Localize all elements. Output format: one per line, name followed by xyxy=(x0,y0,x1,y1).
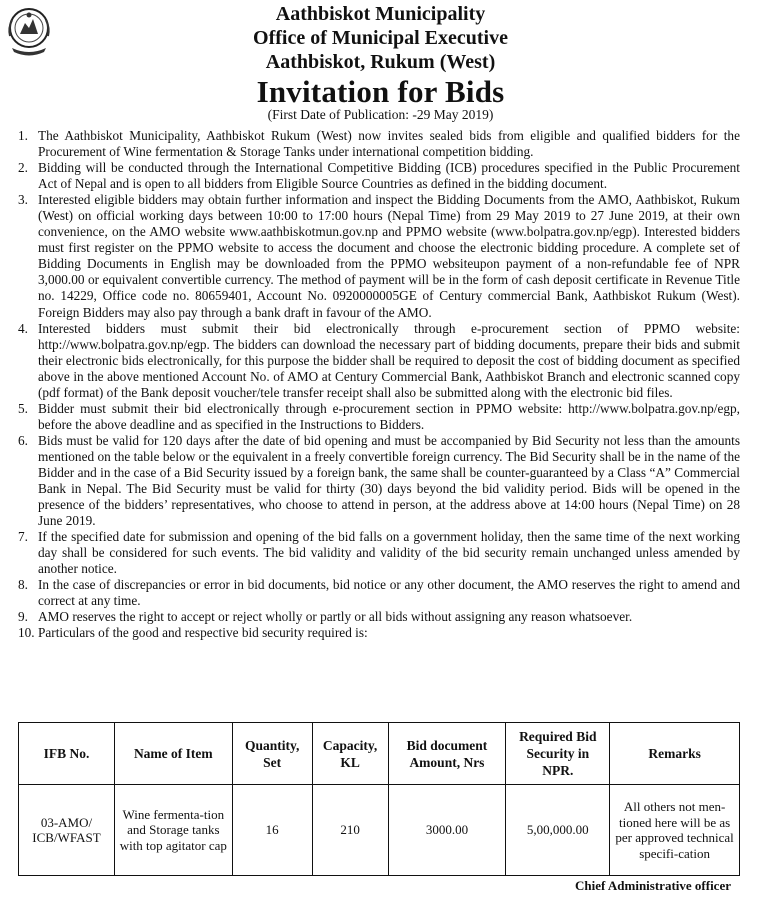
item-text: Interested eligible bidders may obtain further information and inspect the Bidding Documents from the AMO, Aathbiskot, Rukum (West) on official working days between 10:00 to 17:00 hours (Nepal Time) from 29 May 2019 to 27 June 2019, at their own convenience, on the AMO website www.aathbiskotmun.gov.np and PPMO website (www.bolpatra.gov.np/egp). Interested bidders must first register on the PPMO website to access the document and choose the electronic bidding procedure. A complete set of Bidding Documents in English may be downloaded from the PPMO websiteupon payment of a non-refundable fee of NPR 3,000.00 or equivalent convertible currency. The method of payment will be in the form of cash deposit certificate in Revenue Title no. 14229, Office code no. 80659401, Account No. 0920000005GE of Century commercial Bank, Aathbiskot Rukum (West). Foreign Bidders may also pay through a bank draft in favour of the AMO. xyxy=(38,192,740,320)
notice-item-3 xyxy=(18,192,740,320)
item-text: Particulars of the good and respective bid security required is: xyxy=(38,625,368,641)
office-location: Aathbiskot, Rukum (West) xyxy=(265,51,496,73)
notice-item-10 xyxy=(18,625,740,641)
item-text: AMO reserves the right to accept or reject wholly or partly or all bids without assigning any reason whatsoever. xyxy=(38,609,633,625)
item-number: 8. xyxy=(18,577,28,593)
item-number: 2. xyxy=(18,160,28,176)
column-header: Capacity, KL xyxy=(312,723,388,785)
document-amount-cell: 3000.00 xyxy=(388,785,506,876)
column-header: Remarks xyxy=(610,723,740,785)
publication-date: (First Date of Publication: -29 May 2019) xyxy=(267,107,494,122)
capacity-cell: 210 xyxy=(312,785,388,876)
notice-item-4 xyxy=(18,321,740,401)
column-header: IFB No. xyxy=(19,723,115,785)
notice-item-8 xyxy=(18,577,740,609)
notice-item-1 xyxy=(18,128,740,160)
notice-item-5 xyxy=(18,401,740,433)
notice-item-2 xyxy=(18,160,740,192)
notice-header xyxy=(0,2,761,123)
notice-title: Invitation for Bids xyxy=(256,74,505,109)
item-text: In the case of discrepancies or error in bid documents, bid notice or any other document, the AMO reserves the right to amend and correct at any time. xyxy=(38,577,740,609)
bid-particulars-table xyxy=(18,722,740,876)
item-text: Interested bidders must submit their bid electronically through e-procurement section of PPMO website: http://www.bolpatra.gov.np/egp. The bidders can download the necessary part of bidding documents, prepare their bids and submit their electronic bids electronically, for this purpose the bidder shall be required to deposit the cost of bidding document as specified above in the above mentioned Account No. of AMO at Century Commercial Bank, Aathbiskot Branch and electronic scanned copy (pdf format) of the Bank deposit voucher/tele transfer receipt shall also be submitted along with the electronic bid files. xyxy=(38,320,740,400)
ifb-number-cell: 03-AMO/ ICB/WFAST xyxy=(19,785,115,876)
item-number: 1. xyxy=(18,128,28,143)
bid-security-cell: 5,00,000.00 xyxy=(506,785,610,876)
column-header: Required Bid Security in NPR. xyxy=(506,723,610,785)
item-text: Bidding will be conducted through the International Competitive Bidding (ICB) procedures specified in the Public Procurement Act of Nepal and is open to all bidders from Eligible Source Countries as defined in the bidding document. xyxy=(38,160,740,192)
item-number: 7. xyxy=(18,529,28,545)
municipality-name: Aathbiskot Municipality xyxy=(275,3,486,25)
table-header-row xyxy=(19,723,740,785)
item-text: Bidder must submit their bid electronically through e-procurement section in PPMO website: http://www.bolpatra.gov.np/egp, before the above deadline and as specified in the Instructions to Bidders. xyxy=(38,400,740,432)
item-number: 10. xyxy=(18,625,35,641)
item-text: If the specified date for submission and opening of the bid falls on a government holiday, then the same time of the next working day shall be considered for such events. The bid validity and validity of the bid security remain unchanged unless amended by another notice. xyxy=(38,529,740,577)
remarks-cell: All others not men-tioned here will be as per approved technical specifi-cation xyxy=(610,785,740,876)
item-number: 3. xyxy=(18,192,28,208)
item-number: 9. xyxy=(18,609,28,625)
item-number: 5. xyxy=(18,400,28,416)
item-number: 4. xyxy=(18,320,28,336)
quantity-cell: 16 xyxy=(232,785,312,876)
item-text: The Aathbiskot Municipality, Aathbiskot Rukum (West) now invites sealed bids from eligible and qualified bidders for the Procurement of Wine fermentation & Storage Tanks under international competition bidding. xyxy=(38,128,740,160)
item-name-cell: Wine fermenta-tion and Storage tanks with top agitator cap xyxy=(114,785,232,876)
notice-item-6 xyxy=(18,433,740,529)
office-name: Office of Municipal Executive xyxy=(253,27,508,49)
notice-item-9 xyxy=(18,609,740,625)
column-header: Quantity, Set xyxy=(232,723,312,785)
item-number: 6. xyxy=(18,432,28,448)
column-header: Bid document Amount, Nrs xyxy=(388,723,506,785)
signatory-title: Chief Administrative officer xyxy=(575,878,731,893)
notice-body xyxy=(18,128,740,642)
item-text: Bids must be valid for 120 days after the date of bid opening and must be accompanied by Bid Security not less than the amounts mentioned on the table below or the equivalent in a freely convertible foreign currency. The Bid Security shall be in the name of the Bidder and in the case of a Bid Security issued by a foreign bank, the same shall be counter-guaranteed by a Class “A” Commercial Bank in Nepal. The Bid Security must be valid for thirty (30) days beyond the bid validity period. Bids will be opened in the presence of the bidders’ representatives, who choose to attend in person, at the address above at 14:00 hours (Nepal Time) on 28 June 2019. xyxy=(38,432,740,529)
column-header: Name of Item xyxy=(114,723,232,785)
table-row xyxy=(19,785,740,876)
notice-item-7 xyxy=(18,529,740,577)
